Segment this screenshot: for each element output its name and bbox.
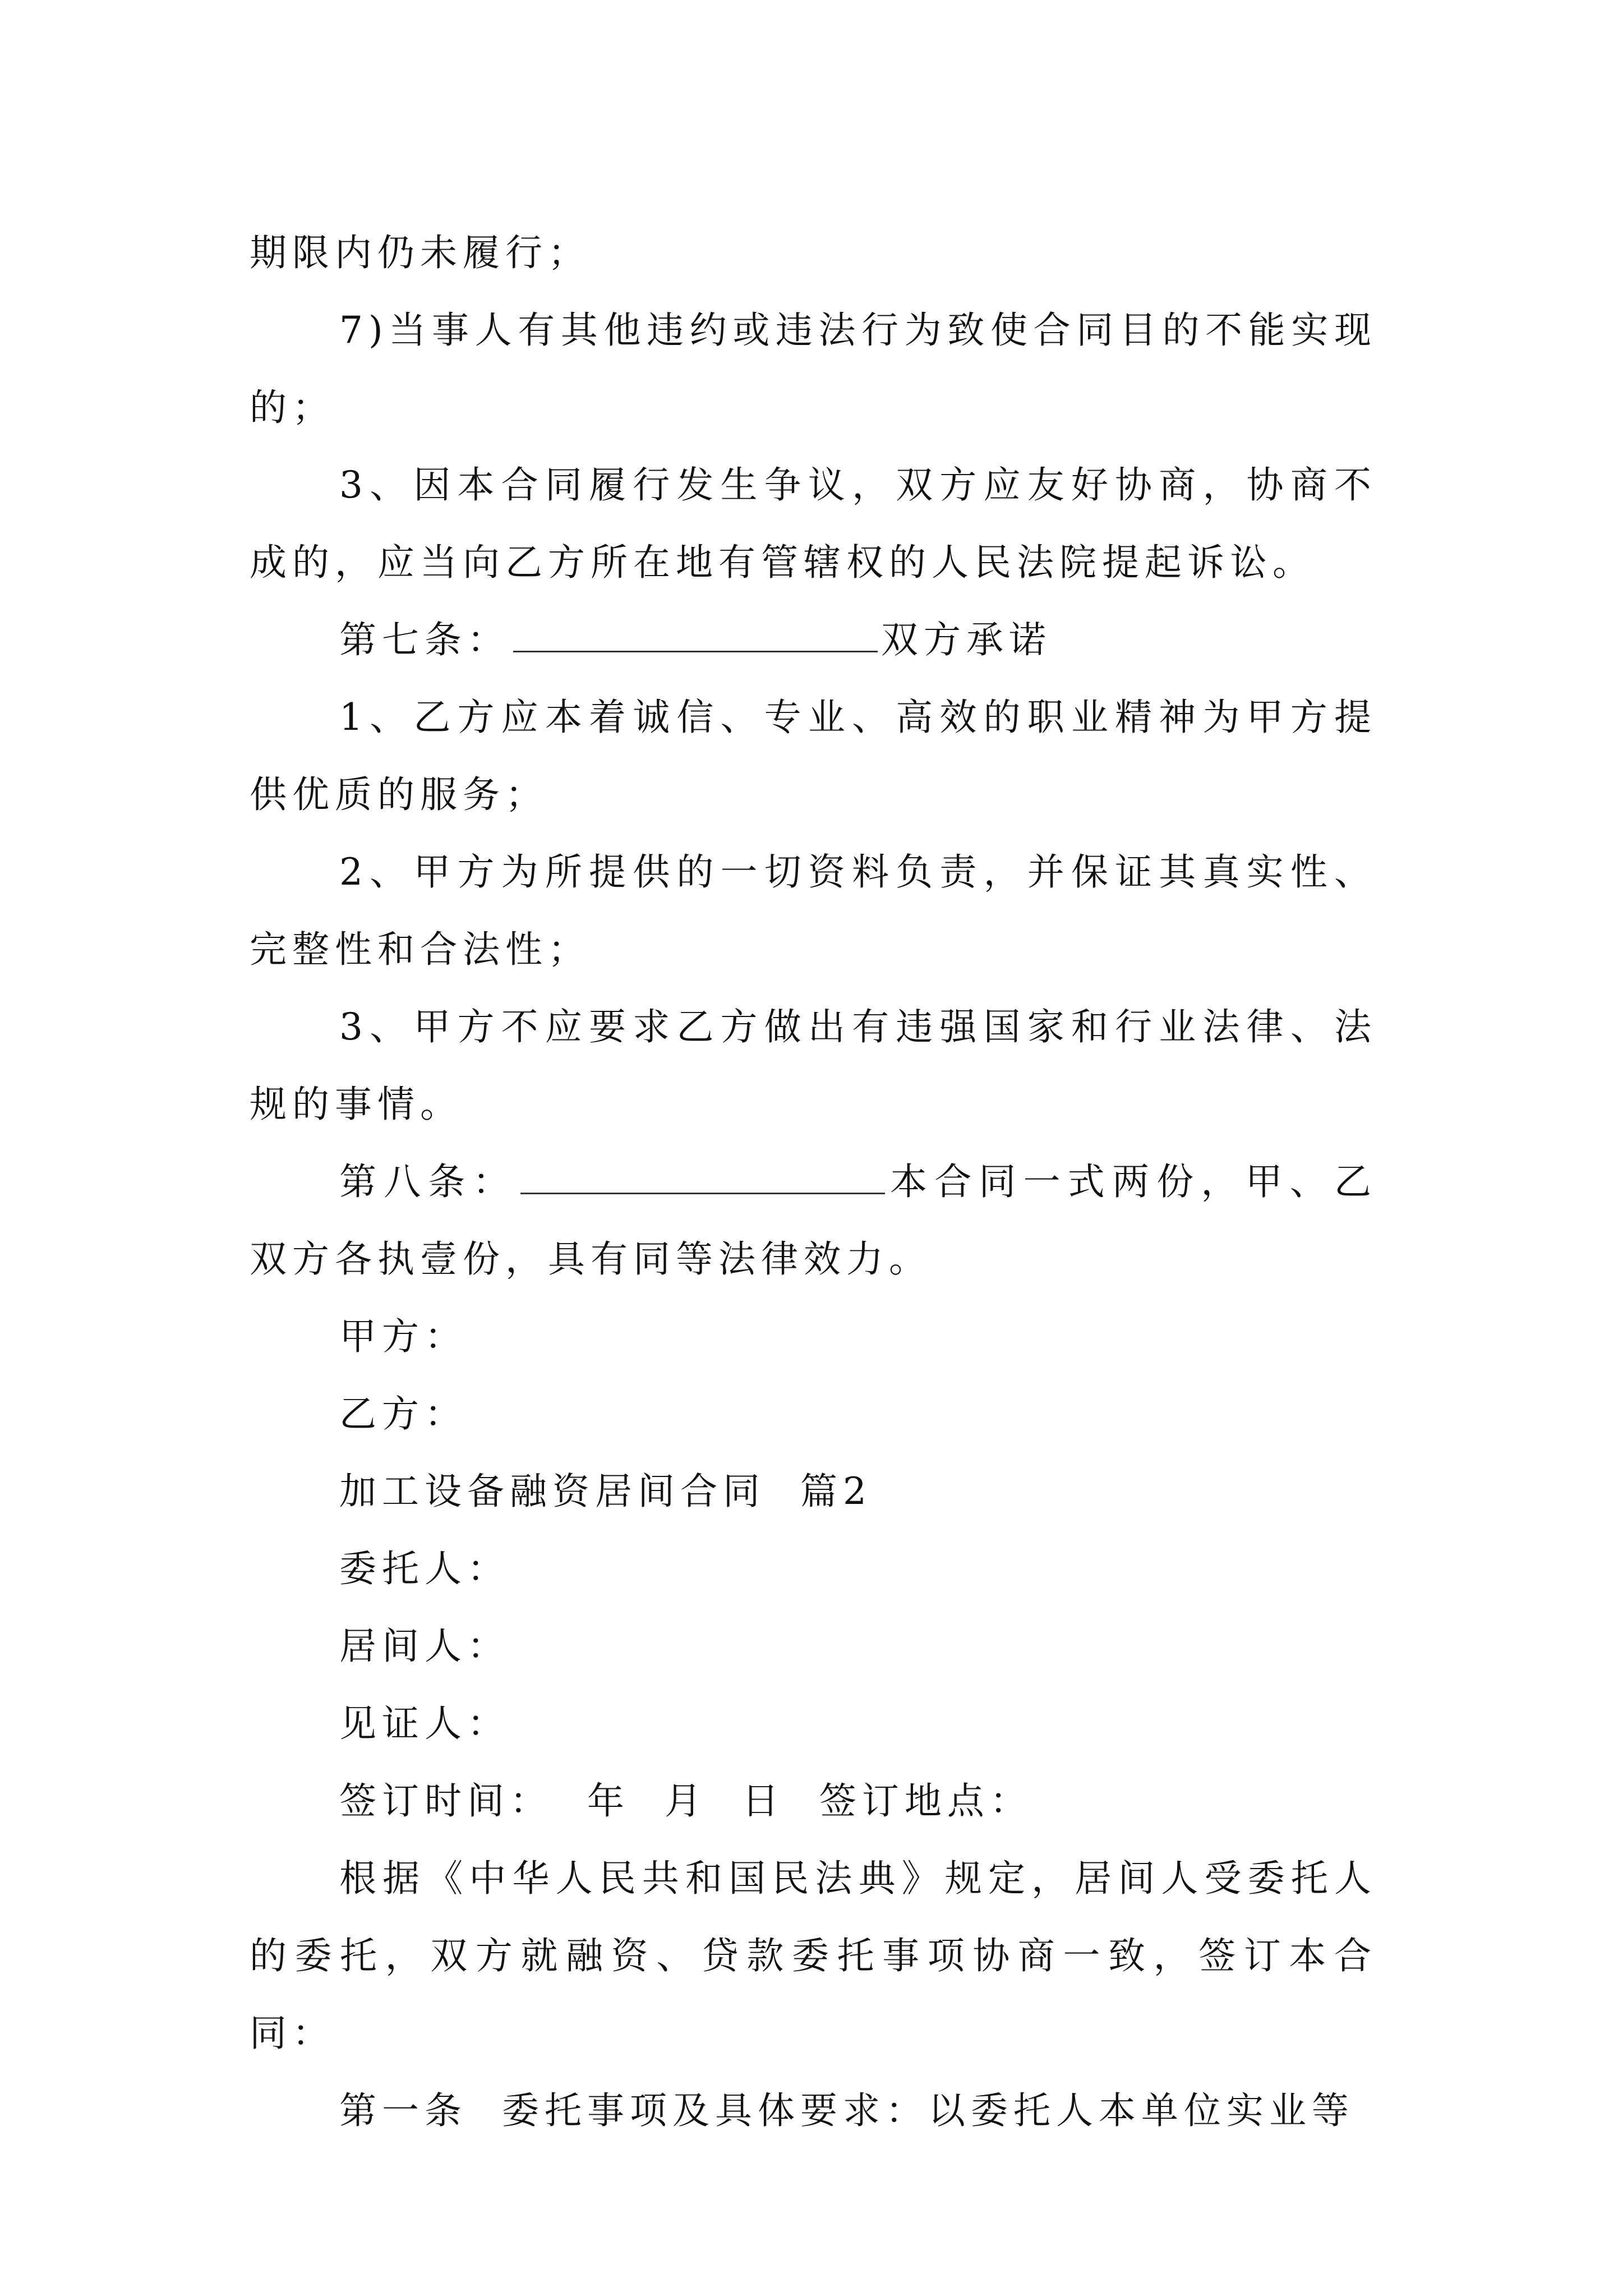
paragraph-term-continuation: 期限内仍未履行； bbox=[250, 231, 591, 274]
article-1-paragraph: 第一条 委托事项及具体要求：以委托人本单位实业等 bbox=[339, 2089, 1354, 2132]
contract-2-title: 加工设备融资居间合同 篇2 bbox=[339, 1470, 872, 1513]
paragraph-dispute-resolution: 3、因本合同履行发生争议，双方应友好协商，协商不成的，应当向乙方所在地有管辖权的人民法院提起诉讼。 bbox=[250, 463, 1377, 584]
article-8-blank-line bbox=[520, 1159, 885, 1194]
article-7-blank-line bbox=[513, 617, 878, 652]
party-b-signature: 乙方： bbox=[339, 1392, 467, 1435]
signing-time-place-field: 签订时间： 年 月 日 签订地点： bbox=[339, 1779, 1032, 1823]
article-8-label: 第八条： bbox=[339, 1160, 517, 1203]
paragraph-commitment-3: 3、甲方不应要求乙方做出有违强国家和行业法律、法规的事情。 bbox=[250, 1005, 1377, 1126]
party-a-signature: 甲方： bbox=[339, 1315, 467, 1358]
paragraph-legal-basis: 根据《中华人民共和国民法典》规定，居间人受委托人的委托，双方就融资、贷款委托事项协商一致，签订本合同： bbox=[250, 1857, 1377, 2055]
principal-field: 委托人： bbox=[339, 1547, 510, 1590]
article-7-title: 双方承诺 bbox=[881, 618, 1052, 661]
article-7-label: 第七条： bbox=[339, 618, 510, 661]
intermediary-field: 居间人： bbox=[339, 1625, 510, 1668]
paragraph-commitment-2: 2、甲方为所提供的一切资料负责，并保证其真实性、完整性和合法性； bbox=[250, 850, 1377, 971]
article-7-heading bbox=[250, 601, 1377, 679]
paragraph-clause-7: 7)当事人有其他违约或违法行为致使合同目的不能实现的； bbox=[250, 309, 1377, 429]
article-8-text: 本合同一式两份，甲、乙双方各执壹份，具有同等法律效力。 bbox=[250, 1160, 1377, 1281]
article-8-paragraph bbox=[250, 1143, 1377, 1298]
paragraph-commitment-1: 1、乙方应本着诚信、专业、高效的职业精神为甲方提供优质的服务； bbox=[250, 696, 1377, 816]
document-body bbox=[250, 214, 1377, 2150]
witness-field: 见证人： bbox=[339, 1702, 510, 1745]
